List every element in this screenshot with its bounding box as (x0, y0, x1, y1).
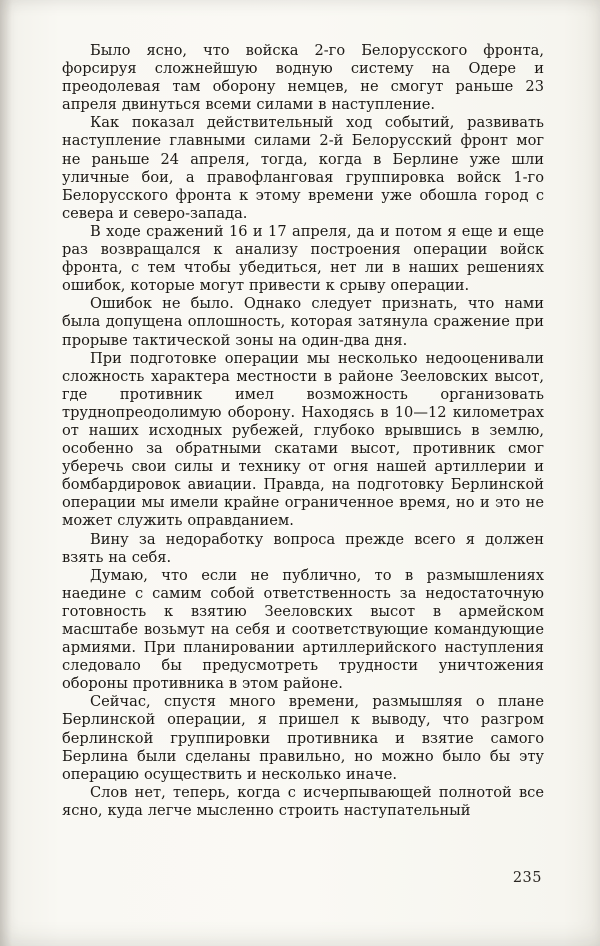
paragraph: Ошибок не было. Однако следует признать, что нами была допущена оплошность, которая затянула сражение при прорыве тактической зоны на один-два дня. (62, 295, 544, 349)
paragraph: Было ясно, что войска 2-го Белорусского фронта, форсируя сложнейшую водную систему на Одере и преодолевая там оборону немцев, не смогут раньше 23 апреля двинуться всеми силами в наступление. (62, 42, 544, 114)
paragraph: Слов нет, теперь, когда с исчерпывающей полнотой все ясно, куда легче мысленно строить наступательный (62, 783, 544, 819)
paragraph: При подготовке операции мы несколько недооценивали сложность характера местности в районе Зееловских высот, где противник имел возможность организовать труднопреодолимую оборону. Находясь в 10—12 километрах от наших исходных рубежей, глубоко врывшись в землю, особенно за обратными скатами высот, противник смог уберечь свои силы и технику от огня нашей артиллерии и бомбардировок авиации. Правда, на подготовку Берлинской операции мы имели крайне ограниченное время, но и это не может служить оправданием. (62, 349, 544, 530)
paragraph: В ходе сражений 16 и 17 апреля, да и потом я еще и еще раз возвращался к анализу построения операции войск фронта, с тем чтобы убедиться, нет ли в наших решениях ошибок, которые могут привести к срыву операции. (62, 222, 544, 295)
paragraph: Сейчас, спустя много времени, размышляя о плане Берлинской операции, я пришел к выводу, что разгром берлинской группировки противника и взятие самого Берлина были сделаны правильно, но можно было бы эту операцию осуществить и несколько иначе. (62, 693, 544, 783)
paragraph: Вину за недоработку вопроса прежде всего я должен взять на себя. (62, 530, 544, 566)
paragraph: Думаю, что если не публично, то в размышлениях наедине с самим собой ответственность за недостаточную готовность к взятию Зееловских высот в армейском масштабе возьмут на себя и соответствующие командующие армиями. При планировании артиллерийского наступления следовало бы предусмотреть трудности уничтожения обороны противника в этом районе. (62, 566, 544, 693)
paragraph: Как показал действительный ход событий, развивать наступление главными силами 2-й Белорусский фронт мог не раньше 24 апреля, тогда, когда в Берлине уже шли уличные бои, а правофланговая группировка войск 1-го Белорусского фронта к этому времени уже обошла город с севера и северо-запада. (62, 114, 544, 222)
page-text (62, 42, 544, 820)
page-number: 235 (512, 870, 542, 886)
